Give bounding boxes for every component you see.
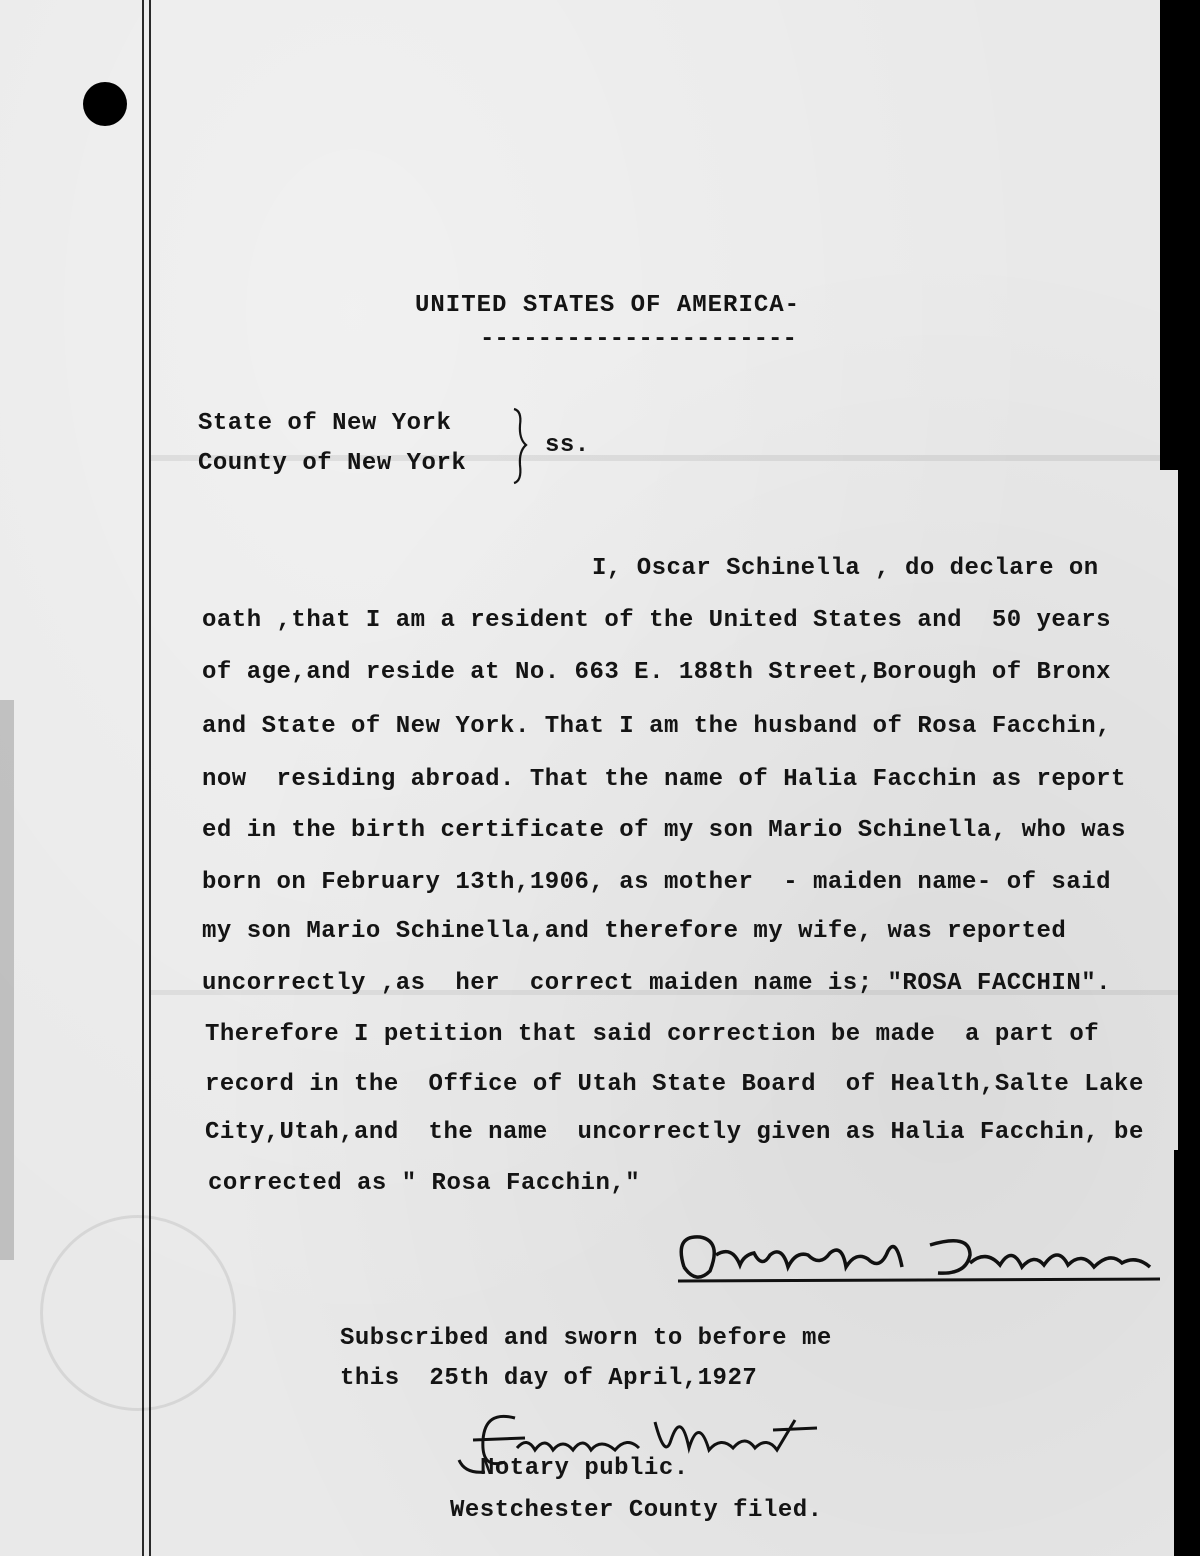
notary-seal-embossing bbox=[40, 1215, 236, 1411]
declaration-line: my son Mario Schinella,and therefore my wife, was reported bbox=[202, 918, 1067, 945]
declaration-line: oath ,that I am a resident of the United States and 50 years bbox=[202, 607, 1112, 634]
declaration-line: uncorrectly ,as her correct maiden name is; "ROSA FACCHIN". bbox=[202, 970, 1112, 997]
declaration-line: of age,and reside at No. 663 E. 188th Street,Borough of Bronx bbox=[202, 659, 1112, 686]
declaration-line: ed in the birth certificate of my son Mario Schinella, who was bbox=[202, 817, 1126, 844]
declaration-line: record in the Office of Utah State Board of Health,Salte Lake bbox=[205, 1071, 1144, 1098]
jurat-date: this 25th day of April,1927 bbox=[340, 1365, 758, 1392]
torn-edge bbox=[0, 700, 14, 1260]
venue-ss: ss. bbox=[545, 432, 590, 459]
declaration-line: now residing abroad. That the name of Halia Facchin as report bbox=[202, 766, 1126, 793]
declaration-line: born on February 13th,1906, as mother - maiden name- of said bbox=[202, 869, 1112, 896]
heading-underline: ---------------------- bbox=[480, 326, 797, 353]
torn-edge bbox=[1160, 0, 1200, 470]
notary-title: Notary public. bbox=[480, 1455, 689, 1482]
declaration-line: corrected as " Rosa Facchin," bbox=[208, 1170, 641, 1197]
declaration-line: I, Oscar Schinella , do declare on bbox=[592, 555, 1099, 582]
venue-state: State of New York bbox=[198, 410, 452, 437]
declaration-line: and State of New York. That I am the husband of Rosa Facchin, bbox=[202, 713, 1112, 740]
venue-brace bbox=[510, 405, 532, 487]
jurat-line: Subscribed and sworn to before me bbox=[340, 1325, 832, 1352]
venue-county: County of New York bbox=[198, 450, 467, 477]
torn-edge bbox=[1174, 1150, 1200, 1556]
filing-note: Westchester County filed. bbox=[450, 1497, 823, 1524]
declaration-line: City,Utah,and the name uncorrectly given as Halia Facchin, be bbox=[205, 1119, 1144, 1146]
document-heading: UNITED STATES OF AMERICA- bbox=[415, 292, 801, 319]
declarant-signature bbox=[670, 1215, 1170, 1295]
punch-hole bbox=[83, 82, 127, 126]
declaration-line: Therefore I petition that said correction be made a part of bbox=[205, 1021, 1100, 1048]
torn-edge bbox=[1178, 470, 1200, 1150]
